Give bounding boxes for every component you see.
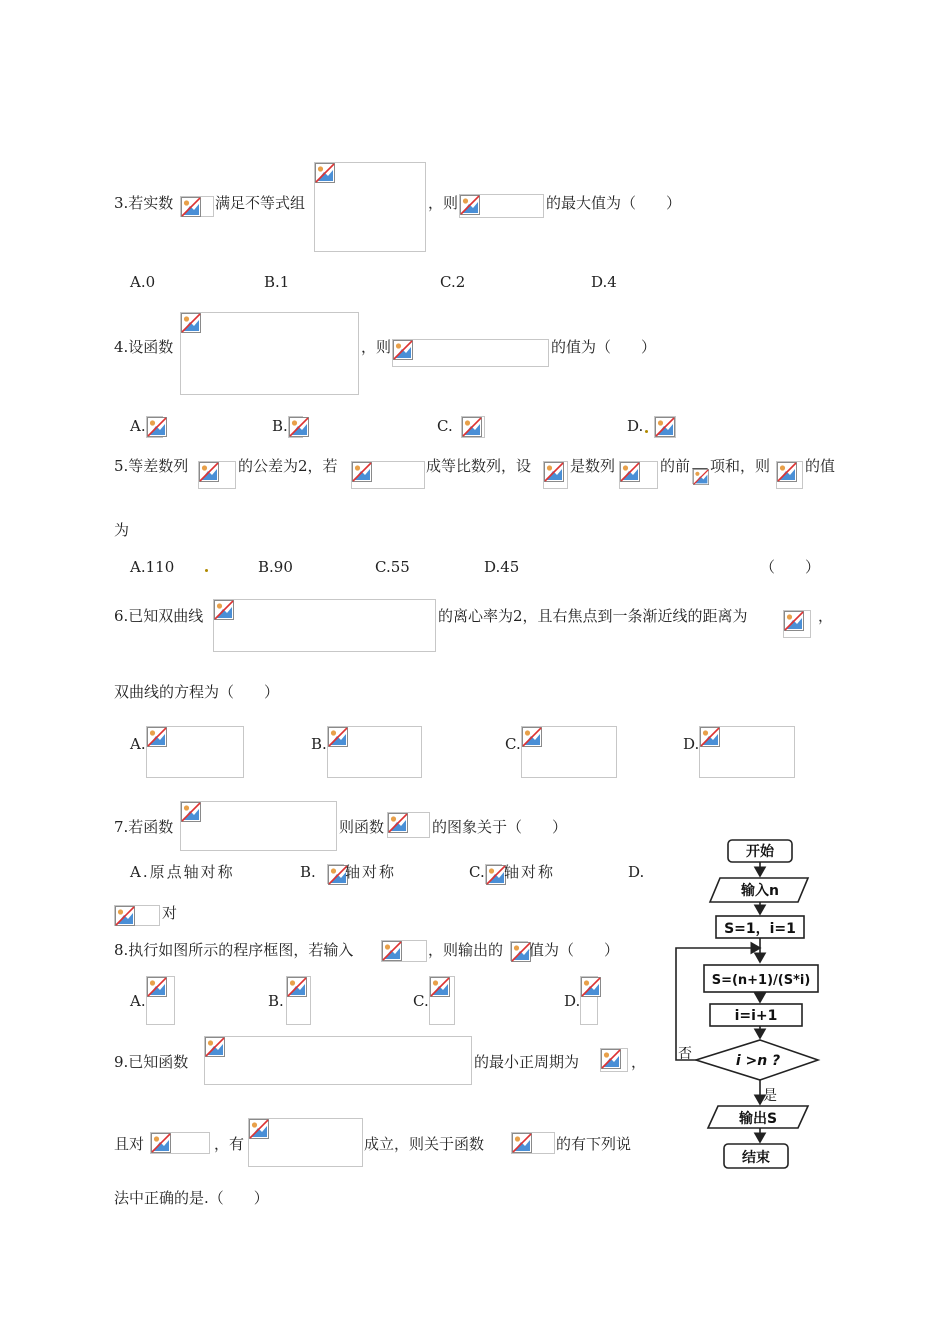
q7-line2-tail: 对 (162, 904, 178, 922)
flow-condition-label: i >n ? (735, 1053, 781, 1069)
broken-image-icon (387, 812, 430, 838)
q7-option-c: C. (469, 863, 485, 881)
broken-image-icon (619, 461, 658, 489)
q8-option-b: B. (268, 992, 284, 1010)
q3-option-c: C.2 (440, 273, 466, 291)
broken-image-icon (327, 726, 422, 778)
flow-yes-label: 是 (763, 1088, 777, 1104)
q7-text-2: 则函数 (339, 818, 385, 836)
q5-text-5: 的前 (660, 457, 691, 475)
q7-option-c-tail: 轴对称 (504, 863, 556, 881)
q4-option-b: B. (272, 417, 288, 435)
flow-no-label: 否 (678, 1046, 692, 1062)
q5-prefix: 5.等差数列 (114, 457, 189, 475)
broken-image-icon (692, 468, 708, 484)
broken-image-icon (459, 194, 544, 218)
q5-paren: （ ） (760, 558, 821, 576)
q6-option-c: C. (505, 735, 521, 753)
q5-option-d: D.45 (484, 558, 520, 576)
q4-comma: ，则 (361, 338, 392, 356)
q5-option-a: A.110 (130, 558, 175, 576)
broken-image-icon (180, 801, 337, 851)
q5-option-b: B.90 (258, 558, 293, 576)
broken-image-icon (327, 864, 344, 884)
broken-image-icon (146, 416, 163, 438)
q4-prefix: 4.设函数 (114, 338, 174, 356)
q8-text-3: 值为（ ） (529, 941, 620, 959)
flow-assign-label: S=(n+1)/(S*i) (711, 973, 811, 988)
broken-image-icon (510, 941, 528, 961)
q8-option-c: C. (413, 992, 429, 1010)
q3-option-a: A.0 (130, 273, 156, 291)
broken-image-icon (248, 1118, 363, 1167)
q6-option-b: B. (311, 735, 327, 753)
broken-image-icon (485, 864, 502, 884)
q5-text-2: 的公差为2，若 (238, 457, 338, 475)
q9-line2-b: ，有 (214, 1135, 245, 1153)
q6-option-d: D. (683, 735, 700, 753)
q3-comma: ，则 (428, 194, 459, 212)
q7-prefix: 7.若函数 (114, 818, 174, 836)
broken-image-icon (600, 1048, 628, 1072)
q4-suffix: 的值为（ ） (551, 338, 657, 356)
broken-image-icon (521, 726, 617, 778)
speck (645, 430, 648, 433)
q7-option-b: B. (300, 863, 316, 881)
broken-image-icon (392, 339, 549, 367)
flow-incr-label: i=i+1 (734, 1008, 778, 1024)
broken-image-icon (429, 976, 455, 1025)
q4-option-c: C. (437, 417, 453, 435)
broken-image-icon (580, 976, 598, 1025)
q4-option-d: D. (627, 417, 644, 435)
flow-start-label: 开始 (746, 844, 774, 860)
program-flowchart (640, 830, 840, 1175)
q3-suffix: 的最大值为（ ） (546, 194, 682, 212)
broken-image-icon (511, 1132, 555, 1154)
q5-line2: 为 (114, 521, 130, 539)
broken-image-icon (699, 726, 795, 778)
q9-line2-c: 成立，则关于函数 (364, 1135, 485, 1153)
q8-option-a: A. (130, 992, 146, 1010)
q5-text-4: 是数列 (570, 457, 616, 475)
q6-prefix: 6.已知双曲线 (114, 607, 204, 625)
q7-option-a: A.原点轴对称 (130, 863, 235, 881)
q9-text-2: 的最小正周期为 (474, 1053, 580, 1071)
broken-image-icon (198, 461, 236, 489)
q7-option-b-tail: 轴对称 (345, 863, 397, 881)
broken-image-icon (783, 610, 811, 638)
q5-text-6: 项和，则 (710, 457, 771, 475)
q8-prefix: 8.执行如图所示的程序框图，若输入 (114, 941, 354, 959)
q9-text-3: ， (631, 1053, 647, 1071)
q8-option-d: D. (564, 992, 581, 1010)
q3-mid: 满足不等式组 (215, 194, 306, 212)
broken-image-icon (146, 976, 175, 1025)
broken-image-icon (461, 416, 485, 438)
broken-image-icon (288, 416, 303, 438)
q5-text-7: 的值 (805, 457, 836, 475)
q4-option-a: A. (130, 417, 146, 435)
broken-image-icon (204, 1036, 472, 1085)
broken-image-icon (314, 162, 426, 252)
broken-image-icon (654, 416, 676, 438)
broken-image-icon (146, 726, 244, 778)
q9-line3: 法中正确的是.（ ） (114, 1189, 269, 1207)
q9-prefix: 9.已知函数 (114, 1053, 189, 1071)
q3-option-d: D.4 (591, 273, 617, 291)
q6-text-3: ， (818, 607, 834, 625)
q9-line2-d: 的有下列说 (556, 1135, 632, 1153)
q5-text-3: 成等比数列，设 (426, 457, 532, 475)
speck (205, 569, 208, 572)
broken-image-icon (150, 1132, 210, 1154)
q6-option-a: A. (130, 735, 146, 753)
broken-image-icon (213, 599, 436, 652)
q9-line2-a: 且对 (114, 1135, 145, 1153)
q6-text-2: 的离心率为2，且右焦点到一条渐近线的距离为 (438, 607, 748, 625)
broken-image-icon (776, 461, 803, 489)
broken-image-icon (114, 905, 160, 926)
broken-image-icon (381, 940, 427, 962)
broken-image-icon (351, 461, 425, 489)
q3-option-b: B.1 (264, 273, 290, 291)
broken-image-icon (543, 461, 568, 489)
q5-option-c: C.55 (375, 558, 410, 576)
q7-text-3: 的图象关于（ ） (432, 818, 568, 836)
broken-image-icon (180, 312, 359, 395)
flow-init-label: S=1，i=1 (724, 921, 796, 937)
q7-option-d: D. (628, 863, 645, 881)
flow-input-label: 输入n (741, 883, 779, 899)
q3-prefix: 3.若实数 (114, 194, 174, 212)
broken-image-icon (180, 196, 214, 217)
q8-text-2: ，则输出的 (428, 941, 504, 959)
q6-line2: 双曲线的方程为（ ） (114, 683, 280, 701)
flow-output-label: 输出S (738, 1111, 778, 1127)
broken-image-icon (286, 976, 311, 1025)
flow-end-label: 结束 (742, 1150, 770, 1166)
